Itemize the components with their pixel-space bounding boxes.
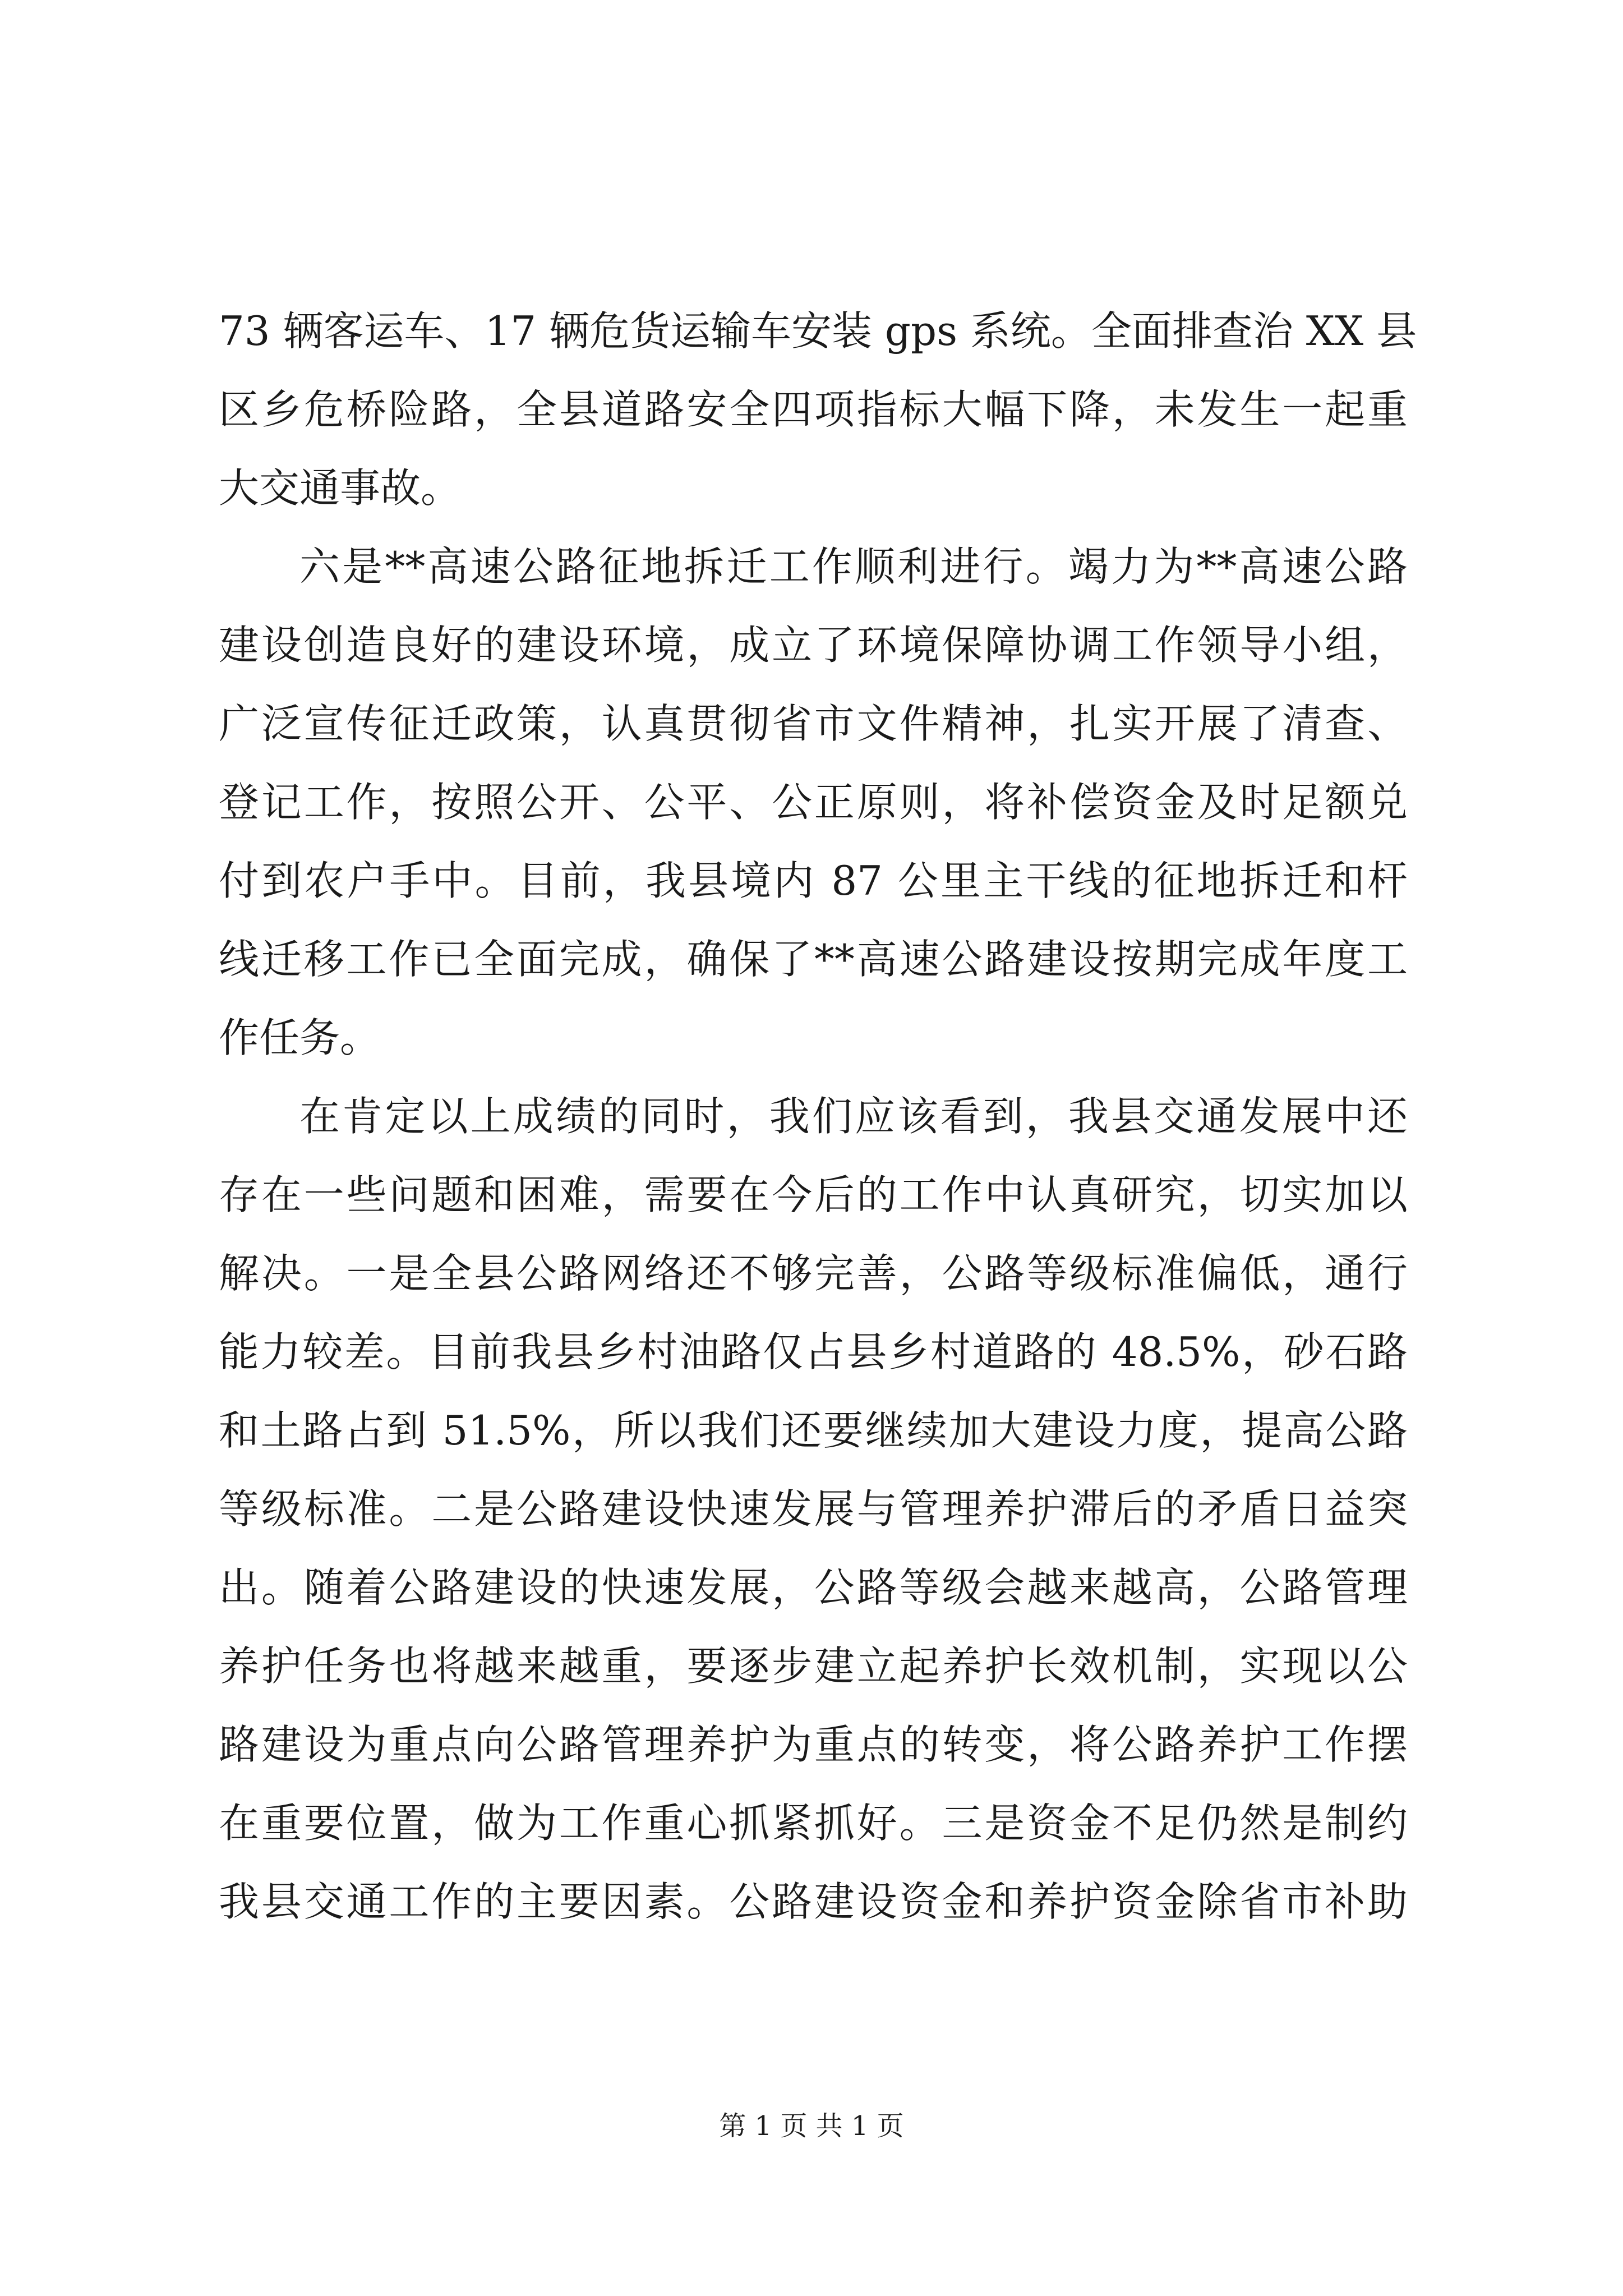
text-line: 能力较差。目前我县乡村油路仅占县乡村道路的 48.5%，砂石路 (219, 1328, 1408, 1375)
paragraph-2 (219, 527, 1408, 1077)
paragraph-1 (219, 292, 1417, 527)
text-line: 区乡危桥险路，全县道路安全四项指标大幅下降，未发生一起重 (219, 386, 1408, 433)
text-line: 在肯定以上成绩的同时，我们应该看到，我县交通发展中还 (299, 1093, 1408, 1140)
text-line: 建设创造良好的建设环境，成立了环境保障协调工作领导小组， (219, 622, 1408, 669)
text-line: 登记工作，按照公开、公平、公正原则，将补偿资金及时足额兑 (219, 779, 1408, 826)
text-line: 解决。一是全县公路网络还不够完善，公路等级标准偏低，通行 (219, 1250, 1408, 1297)
text-line: 线迁移工作已全面完成，确保了**高速公路建设按期完成年度工 (219, 936, 1408, 983)
text-line: 和土路占到 51.5%，所以我们还要继续加大建设力度，提高公路 (219, 1407, 1408, 1454)
text-line: 在重要位置，做为工作重心抓紧抓好。三是资金不足仍然是制约 (219, 1800, 1408, 1847)
text-line: 作任务。 (219, 1014, 381, 1061)
text-line: 存在一些问题和困难，需要在今后的工作中认真研究，切实加以 (219, 1171, 1408, 1218)
page-number-label: 第 1 页 共 1 页 (719, 2110, 904, 2142)
paragraph-3 (219, 1077, 1408, 1941)
text-line: 路建设为重点向公路管理养护为重点的转变，将公路养护工作摆 (219, 1721, 1408, 1768)
text-line: 广泛宣传征迁政策，认真贯彻省市文件精神，扎实开展了清查、 (219, 700, 1408, 747)
text-line: 出。随着公路建设的快速发展，公路等级会越来越高，公路管理 (219, 1564, 1408, 1611)
text-line: 73 辆客运车、17 辆危货运输车安装 gps 系统。全面排查治 XX 县 (219, 307, 1417, 355)
text-line: 大交通事故。 (219, 464, 462, 512)
text-line: 养护任务也将越来越重，要逐步建立起养护长效机制，实现以公 (219, 1642, 1408, 1690)
page-footer (0, 2109, 1623, 2143)
text-line: 六是**高速公路征地拆迁工作顺利进行。竭力为**高速公路 (299, 543, 1408, 590)
text-line: 我县交通工作的主要因素。公路建设资金和养护资金除省市补助 (219, 1878, 1408, 1925)
document-body (219, 292, 1417, 1941)
text-line: 等级标准。二是公路建设快速发展与管理养护滞后的矛盾日益突 (219, 1485, 1408, 1533)
text-line: 付到农户手中。目前，我县境内 87 公里主干线的征地拆迁和杆 (219, 857, 1408, 904)
